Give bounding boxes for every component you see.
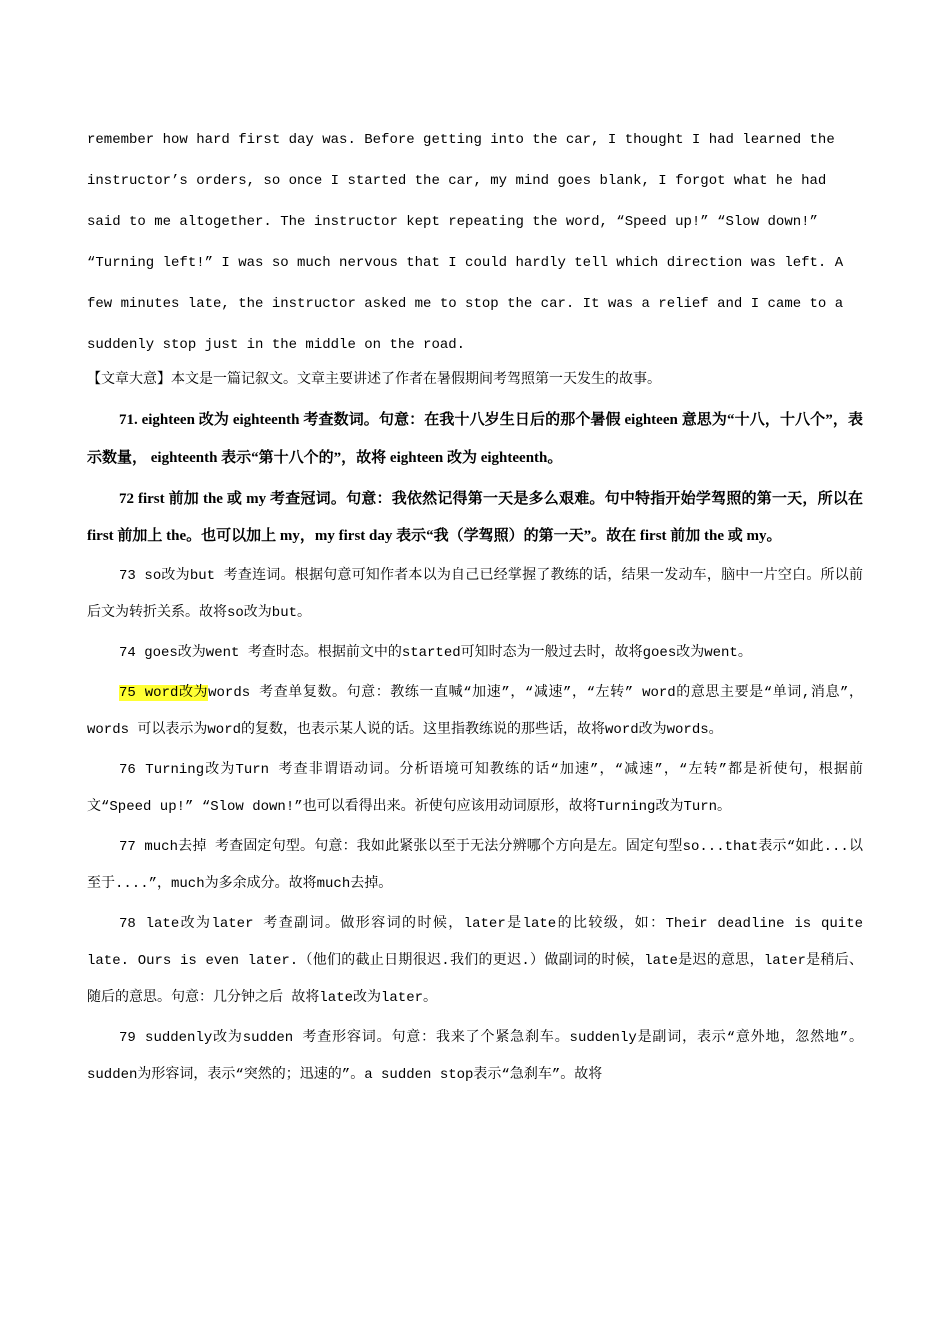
answer-75-rest: words 考查单复数。句意：教练一直喊“加速”，“减速”，“左转” word的意思主要是“单词,消息”，words 可以表示为word的复数，也表示某人说的话。这里指教练说的那些话，故将word改为words。	[87, 685, 863, 738]
answer-72: 72 first 前加 the 或 my 考查冠词。句意：我依然记得第一天是多么艰难。句中特指开始学驾照的第一天，所以在 first 前加上 the。也可以加上 my，my first day 表示“我（学驾照）的第一天”。故在 first 前加 the 或 my。	[87, 491, 863, 544]
story-text	[87, 120, 863, 366]
answer-77: 77 much去掉 考查固定句型。句意：我如此紧张以至于无法分辨哪个方向是左。固定句型so...that表示“如此...以至于....”，much为多余成分。故将much去掉。	[87, 839, 863, 892]
story-line: said to me altogether. The instructor kept repeating the word, “Speed up!” “Slow down!”	[87, 214, 818, 230]
story-line: suddenly stop just in the middle on the road.	[87, 337, 466, 353]
story-line: few minutes late, the instructor asked me to stop the car. It was a relief and I came to a	[87, 296, 844, 312]
answer-76: 76 Turning改为Turn 考查非谓语动词。分析语境可知教练的话“加速”，“减速”，“左转”都是祈使句，根据前文“Speed up!” “Slow down!”也可以看得出来。祈使句应该用动词原形，故将Turning改为Turn。	[87, 762, 863, 815]
answer-73: 73 so改为but 考查连词。根据句意可知作者本以为自己已经掌握了教练的话，结果一发动车，脑中一片空白。所以前后文为转折关系。故将so改为but。	[87, 568, 863, 621]
document-page	[87, 120, 863, 1094]
answer-79: 79 suddenly改为sudden 考查形容词。句意：我来了个紧急刹车。suddenly是副词，表示“意外地，忽然地”。 sudden为形容词，表示“突然的；迅速的”。a sudden stop表示“急刹车”。故将	[87, 1030, 863, 1083]
answer-71: 71. eighteen 改为 eighteenth 考查数词。句意：在我十八岁生日后的那个暑假 eighteen 意思为“十八，十八个”，表示数量， eighteenth 表示“第十八个的”，故将 eighteen 改为 eighteenth。	[87, 412, 863, 466]
story-line: remember how hard first day was. Before getting into the car, I thought I had learned the	[87, 132, 835, 148]
highlighted-text: 75 word改为	[119, 685, 209, 701]
story-line: instructor’s orders, so once I started the car, my mind goes blank, I forgot what he had	[87, 173, 827, 189]
answer-74: 74 goes改为went 考查时态。根据前文中的started可知时态为一般过去时，故将goes改为went。	[119, 645, 752, 661]
answer-75	[87, 675, 863, 749]
article-summary: 【文章大意】本文是一篇记叙文。文章主要讲述了作者在暑假期间考驾照第一天发生的故事。	[87, 372, 661, 388]
story-line: “Turning left!” I was so much nervous that I could hardly tell which direction was left. A	[87, 255, 844, 271]
answer-78: 78 late改为later 考查副词。做形容词的时候，later是late的比较级，如：Their deadline is quite late. Ours is even later.（他们的截止日期很迟.我们的更迟.）做副词的时候，late是迟的意思，later是稍后、随后的意思。句意：几分钟之后 故将late改为later。	[87, 916, 863, 1006]
